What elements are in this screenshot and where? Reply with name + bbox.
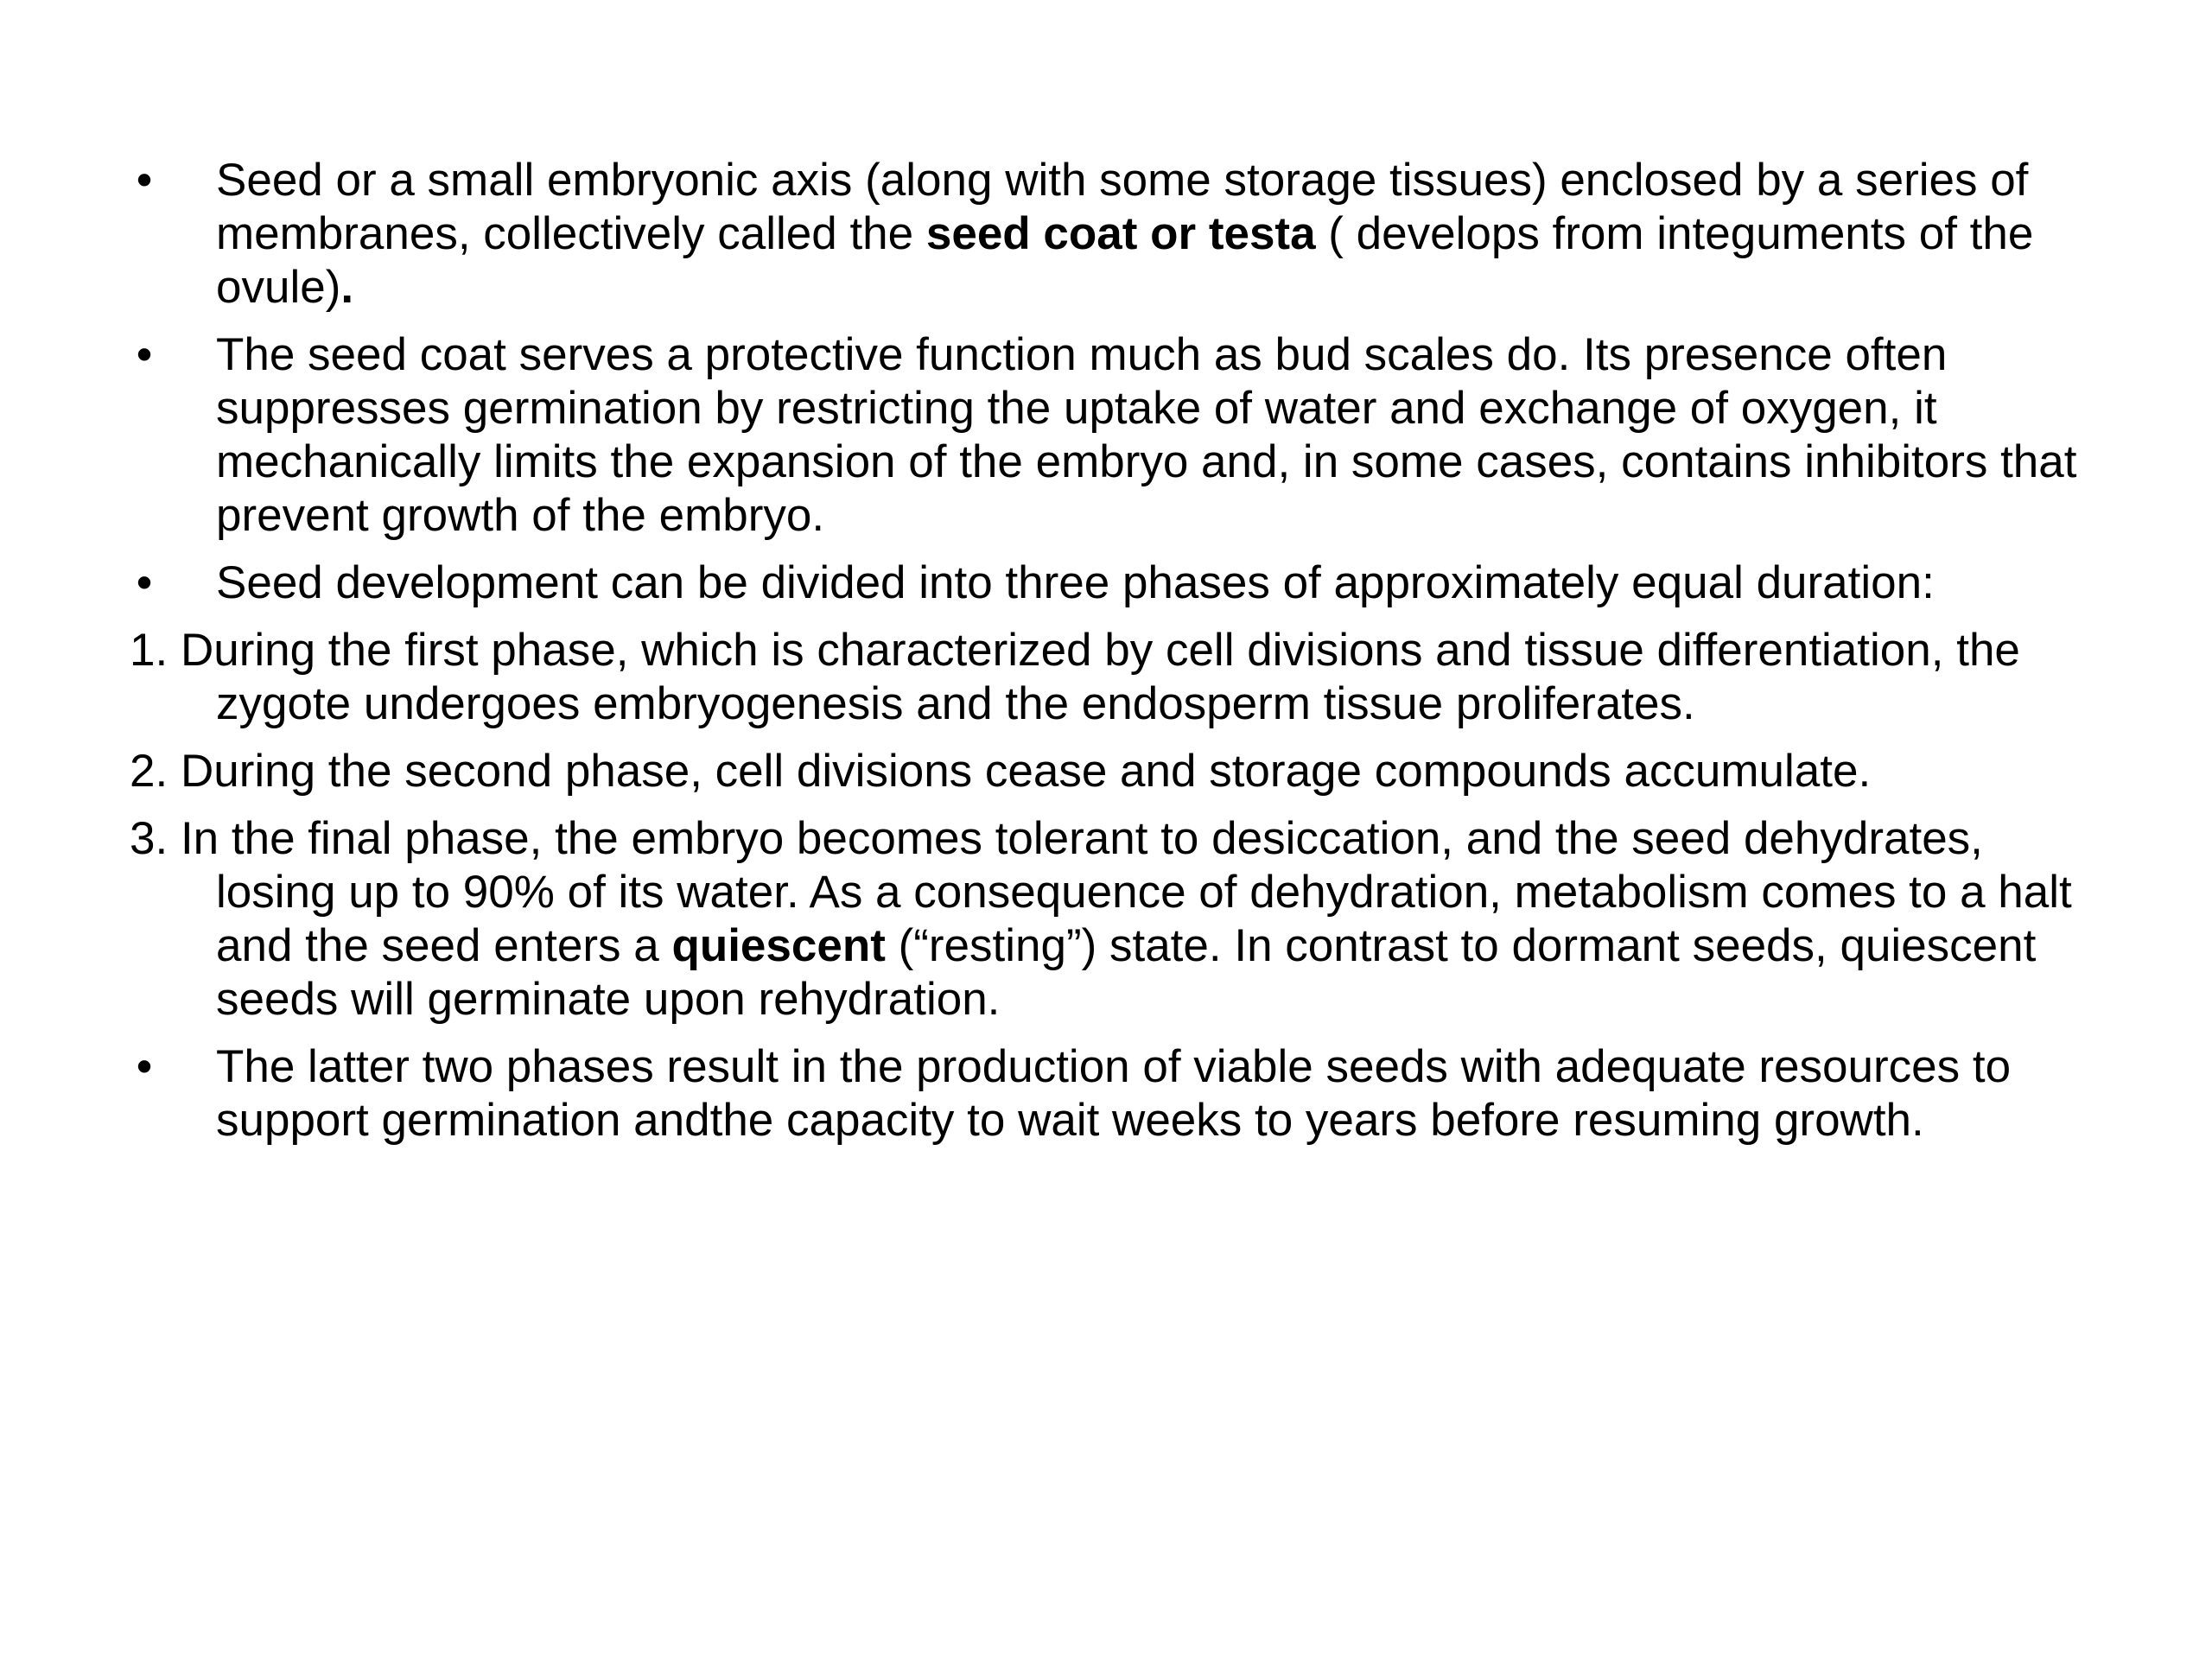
- numbered-text: During the first phase, which is characterized by cell divisions and tissue differentiation, the zygote undergoes embryogenesis and the endosperm tissue proliferates.: [180, 625, 2020, 729]
- number-marker: 3.: [130, 813, 181, 864]
- bullet-marker: •: [136, 329, 153, 380]
- numbered-text: In the final phase, the embryo becomes tolerant to desiccation, and the seed dehydrates, losing up to 90% of its water. As a consequence of dehydration, metabolism comes to a halt and the seed enters a quiescent (“resting”) state. In contrast to dormant seeds, quiescent seeds will germinate upon rehydration.: [180, 813, 2072, 1025]
- bullet-text: The latter two phases result in the production of viable seeds with adequate resources to support germination andthe capacity to wait weeks to years before resuming growth.: [216, 1041, 2012, 1146]
- bullet-marker: •: [136, 1041, 153, 1092]
- numbered-item-phase-1: [130, 624, 2108, 731]
- bullet-item-seed-coat: [130, 154, 2108, 315]
- numbered-text: During the second phase, cell divisions cease and storage compounds accumulate.: [180, 746, 1872, 797]
- bullet-text: Seed or a small embryonic axis (along with some storage tissues) enclosed by a series of membranes, collectively called the seed coat or testa ( develops from integuments of the ovule).: [216, 155, 2034, 313]
- numbered-item-phase-3: [130, 812, 2108, 1027]
- slide-body: [130, 154, 2108, 1161]
- bold-term: seed coat or testa: [925, 208, 1316, 259]
- number-marker: 2.: [130, 746, 181, 797]
- bullet-item-three-phases: [130, 556, 2108, 610]
- bullet-marker: •: [136, 155, 153, 206]
- bullet-text: Seed development can be divided into three phases of approximately equal duration:: [216, 557, 1935, 608]
- numbered-item-phase-2: [130, 745, 2108, 798]
- number-marker: 1.: [130, 625, 181, 676]
- bullet-item-protective-function: [130, 328, 2108, 543]
- bold-term: quiescent: [671, 920, 886, 971]
- bullet-marker: •: [136, 557, 153, 608]
- bullet-text: The seed coat serves a protective function much as bud scales do. Its presence often suppresses germination by restricting the uptake of water and exchange of oxygen, it mechanically limits the expansion of the embryo and, in some cases, contains inhibitors that prevent growth of the embryo.: [216, 329, 2077, 541]
- bullet-item-latter-phases: [130, 1040, 2108, 1147]
